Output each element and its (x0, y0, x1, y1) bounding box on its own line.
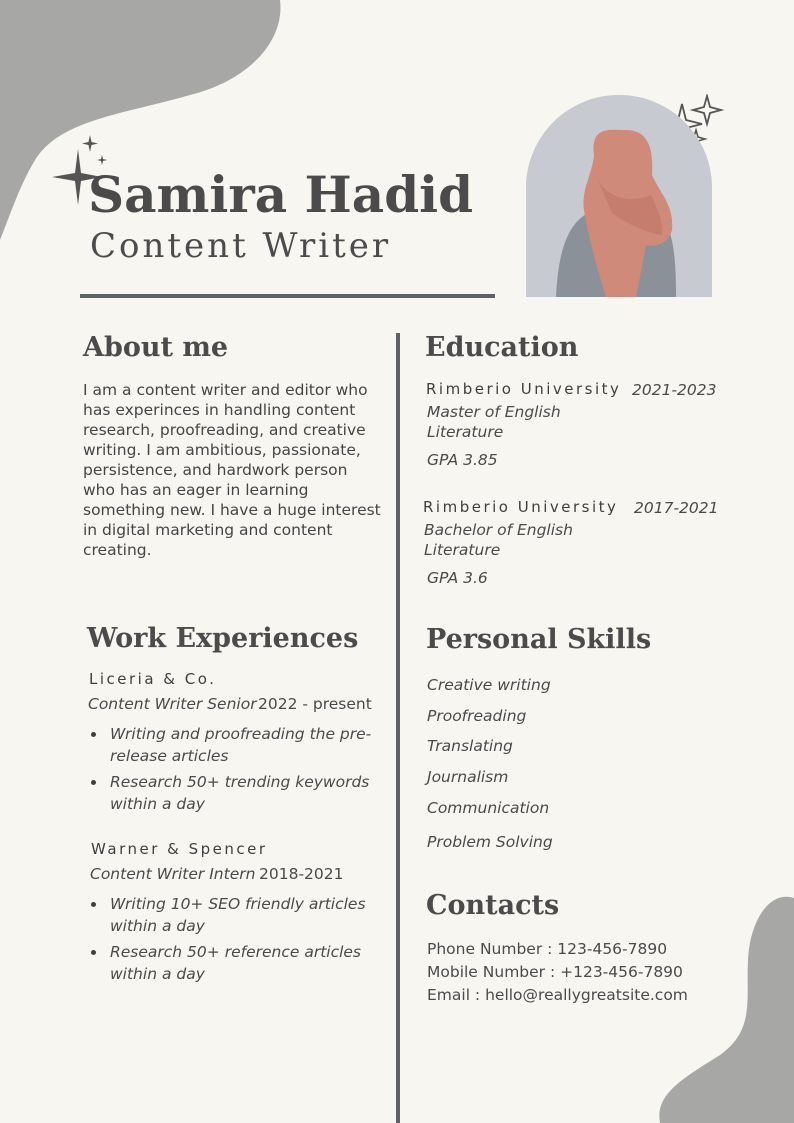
work-bullet: Research 50+ reference articles within a day (88, 941, 378, 985)
education-institution: Rimberio University (423, 498, 619, 516)
education-gpa: GPA 3.6 (427, 569, 488, 587)
education-degree: Bachelor of English Literature (424, 521, 573, 559)
skill-item: Proofreading (427, 707, 527, 725)
contact-phone: Phone Number : 123-456-7890 (427, 940, 668, 958)
work-title: Work Experiences (87, 623, 359, 654)
work-bullet: Research 50+ trending keywords within a day (88, 771, 378, 815)
education-years: 2017-2021 (634, 499, 719, 517)
skills-title: Personal Skills (426, 624, 652, 655)
skill-item: Communication (427, 799, 550, 817)
work-bullets (88, 723, 378, 819)
work-company: Warner & Spencer (91, 840, 268, 858)
contact-mobile: Mobile Number : +123-456-7890 (427, 963, 683, 981)
education-degree: Master of English Literature (427, 403, 561, 441)
education-gpa: GPA 3.85 (427, 451, 498, 469)
work-bullets (88, 893, 378, 989)
education-institution: Rimberio University (426, 380, 622, 398)
column-divider (396, 333, 400, 1123)
work-position: Content Writer Senior (88, 695, 257, 713)
skill-item: Translating (427, 737, 513, 755)
education-title: Education (425, 332, 579, 363)
work-bullet: Writing 10+ SEO friendly articles within a day (88, 893, 378, 937)
contacts-title: Contacts (426, 890, 560, 921)
skill-item: Creative writing (427, 676, 551, 694)
work-position: Content Writer Intern (90, 865, 256, 883)
education-years: 2021-2023 (632, 381, 717, 399)
work-period: 2022 - present (258, 695, 372, 713)
candidate-name: Samira Hadid (88, 165, 474, 224)
work-company: Liceria & Co. (89, 670, 217, 688)
work-period: 2018-2021 (259, 865, 344, 883)
about-title: About me (83, 332, 229, 363)
skill-item: Problem Solving (427, 833, 553, 851)
profile-photo (526, 95, 712, 297)
contact-email[interactable]: Email : hello@reallygreatsite.com (427, 986, 688, 1004)
header-divider (80, 294, 495, 298)
about-text: I am a content writer and editor who has experinces in handling content research, proofreading, and creative writing. I am ambitious, passionate, persistence, and hardwork person who has an eager in learning something new. I have a huge interest in digital marketing and content creating. (83, 381, 381, 559)
skill-item: Journalism (427, 768, 509, 786)
work-bullet: Writing and proofreading the pre-release articles (88, 723, 378, 767)
candidate-role: Content Writer (90, 226, 392, 266)
